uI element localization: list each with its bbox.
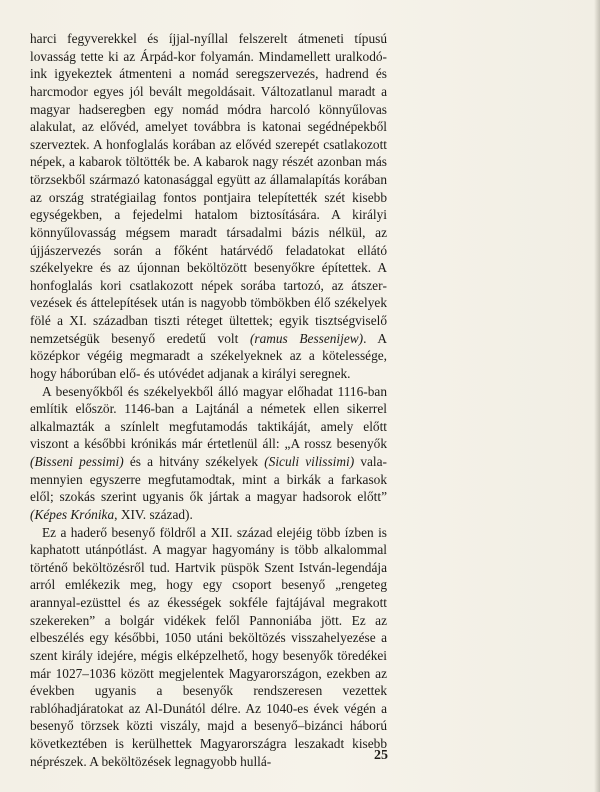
body-text [30,30,387,770]
page-number: 25 [374,748,388,763]
paragraph: harci fegyverekkel és íjjal-nyíllal felszerelt átmeneti típusú lovasság tette ki az Árpád-kor folyamán. Mindamellett uralkodóink igyekeztek átmenteni a nomád seregszervezés, hadrend és harcmodor egyes jól bevált megoldásait. Változatlanul maradt a magyar hadseregben egy nomád módra harcoló könnyűlovas alakulat, az elővéd, amelyet továbbra is katonai segédnépekből szerveztek. A honfoglalás korában az elővéd szerepét csatlakozott népek, a kabarok töltötték be. A kabarok nagy részét azonban más törzsekből származó katonasággal együtt az államalapítás korában az ország stratégiailag fontos pontjaira telepítették szét kisebb egységekben, a fejedelmi hatalom biztosítására. A királyi könnyűlovasság mégsem maradt társadalmi bázis nélkül, az újjászervezés során a főként határvédő feladatokat ellátó székelyekre és az újonnan beköltözött besenyőkre építettek. A honfoglalás kori csatlakozott népek sorába tartozó, az átszervezések és áttelepítések után is nagyobb tömbökben élő székelyek fölé a XI. században tiszti réteget ültettek; egyik tisztségviselő nemzetségük besenyő eredetű volt (ramus Bessenijew). A középkor végéig megmaradt a székelyeknek az a kötelessége, hogy háborúban elő- és utóvédet adjanak a királyi seregnek. [30,31,387,381]
paragraph: Ez a haderő besenyő földről a XII. század elejéig több ízben is kaphatott utánpótlást. A magyar hagyomány is több alkalommal történő beköltözésről tud. Hartvik püspök Szent István-legendája arról emlékezik meg, hogy egy csoport besenyő „rengeteg arannyal-ezüsttel és az ékességek sokféle fajtájával megrakott szekereken” a bolgár vidékek felől Pannoniába jött. Ez az elbeszélés egy későbbi, 1050 utáni beköltözés visszahelyezése a szent király idejére, mégis elképzelhető, hogy besenyők töredékei már 1027–1036 között megjelentek Magyarországon, ezekben az években ugyanis a besenyők rendszeresen vezettek rablóhadjáratokat az Al-Dunától délre. Az 1040-es évek végén a besenyő törzsek közti viszály, majd a besenyő–bizánci háború következtében is kerülhettek Magyarországra leszakadt kisebb néprészek. A beköltözések legnagyobb hullá- [30,524,387,769]
paragraph: A besenyőkből és székelyekből álló magyar előhadat 1116-ban említik először. 1146-ban a Lajtánál a németek ellen sikerrel alkalmazták a színlelt megfutamodás taktikáját, amely előtt viszont a későbbi krónikás már értetlenül áll: „A rossz besenyők (Bisseni pessimi) és a hitvány székelyek (Siculi vilissimi) valamennyien egyszerre megfutamodtak, mint a birkák a farkasok elől; szokás szerint ugyanis ők jártak a magyar hadsorok előtt” (Képes Krónika, XIV. század). [30,383,387,522]
page-edge-shadow [594,0,600,792]
